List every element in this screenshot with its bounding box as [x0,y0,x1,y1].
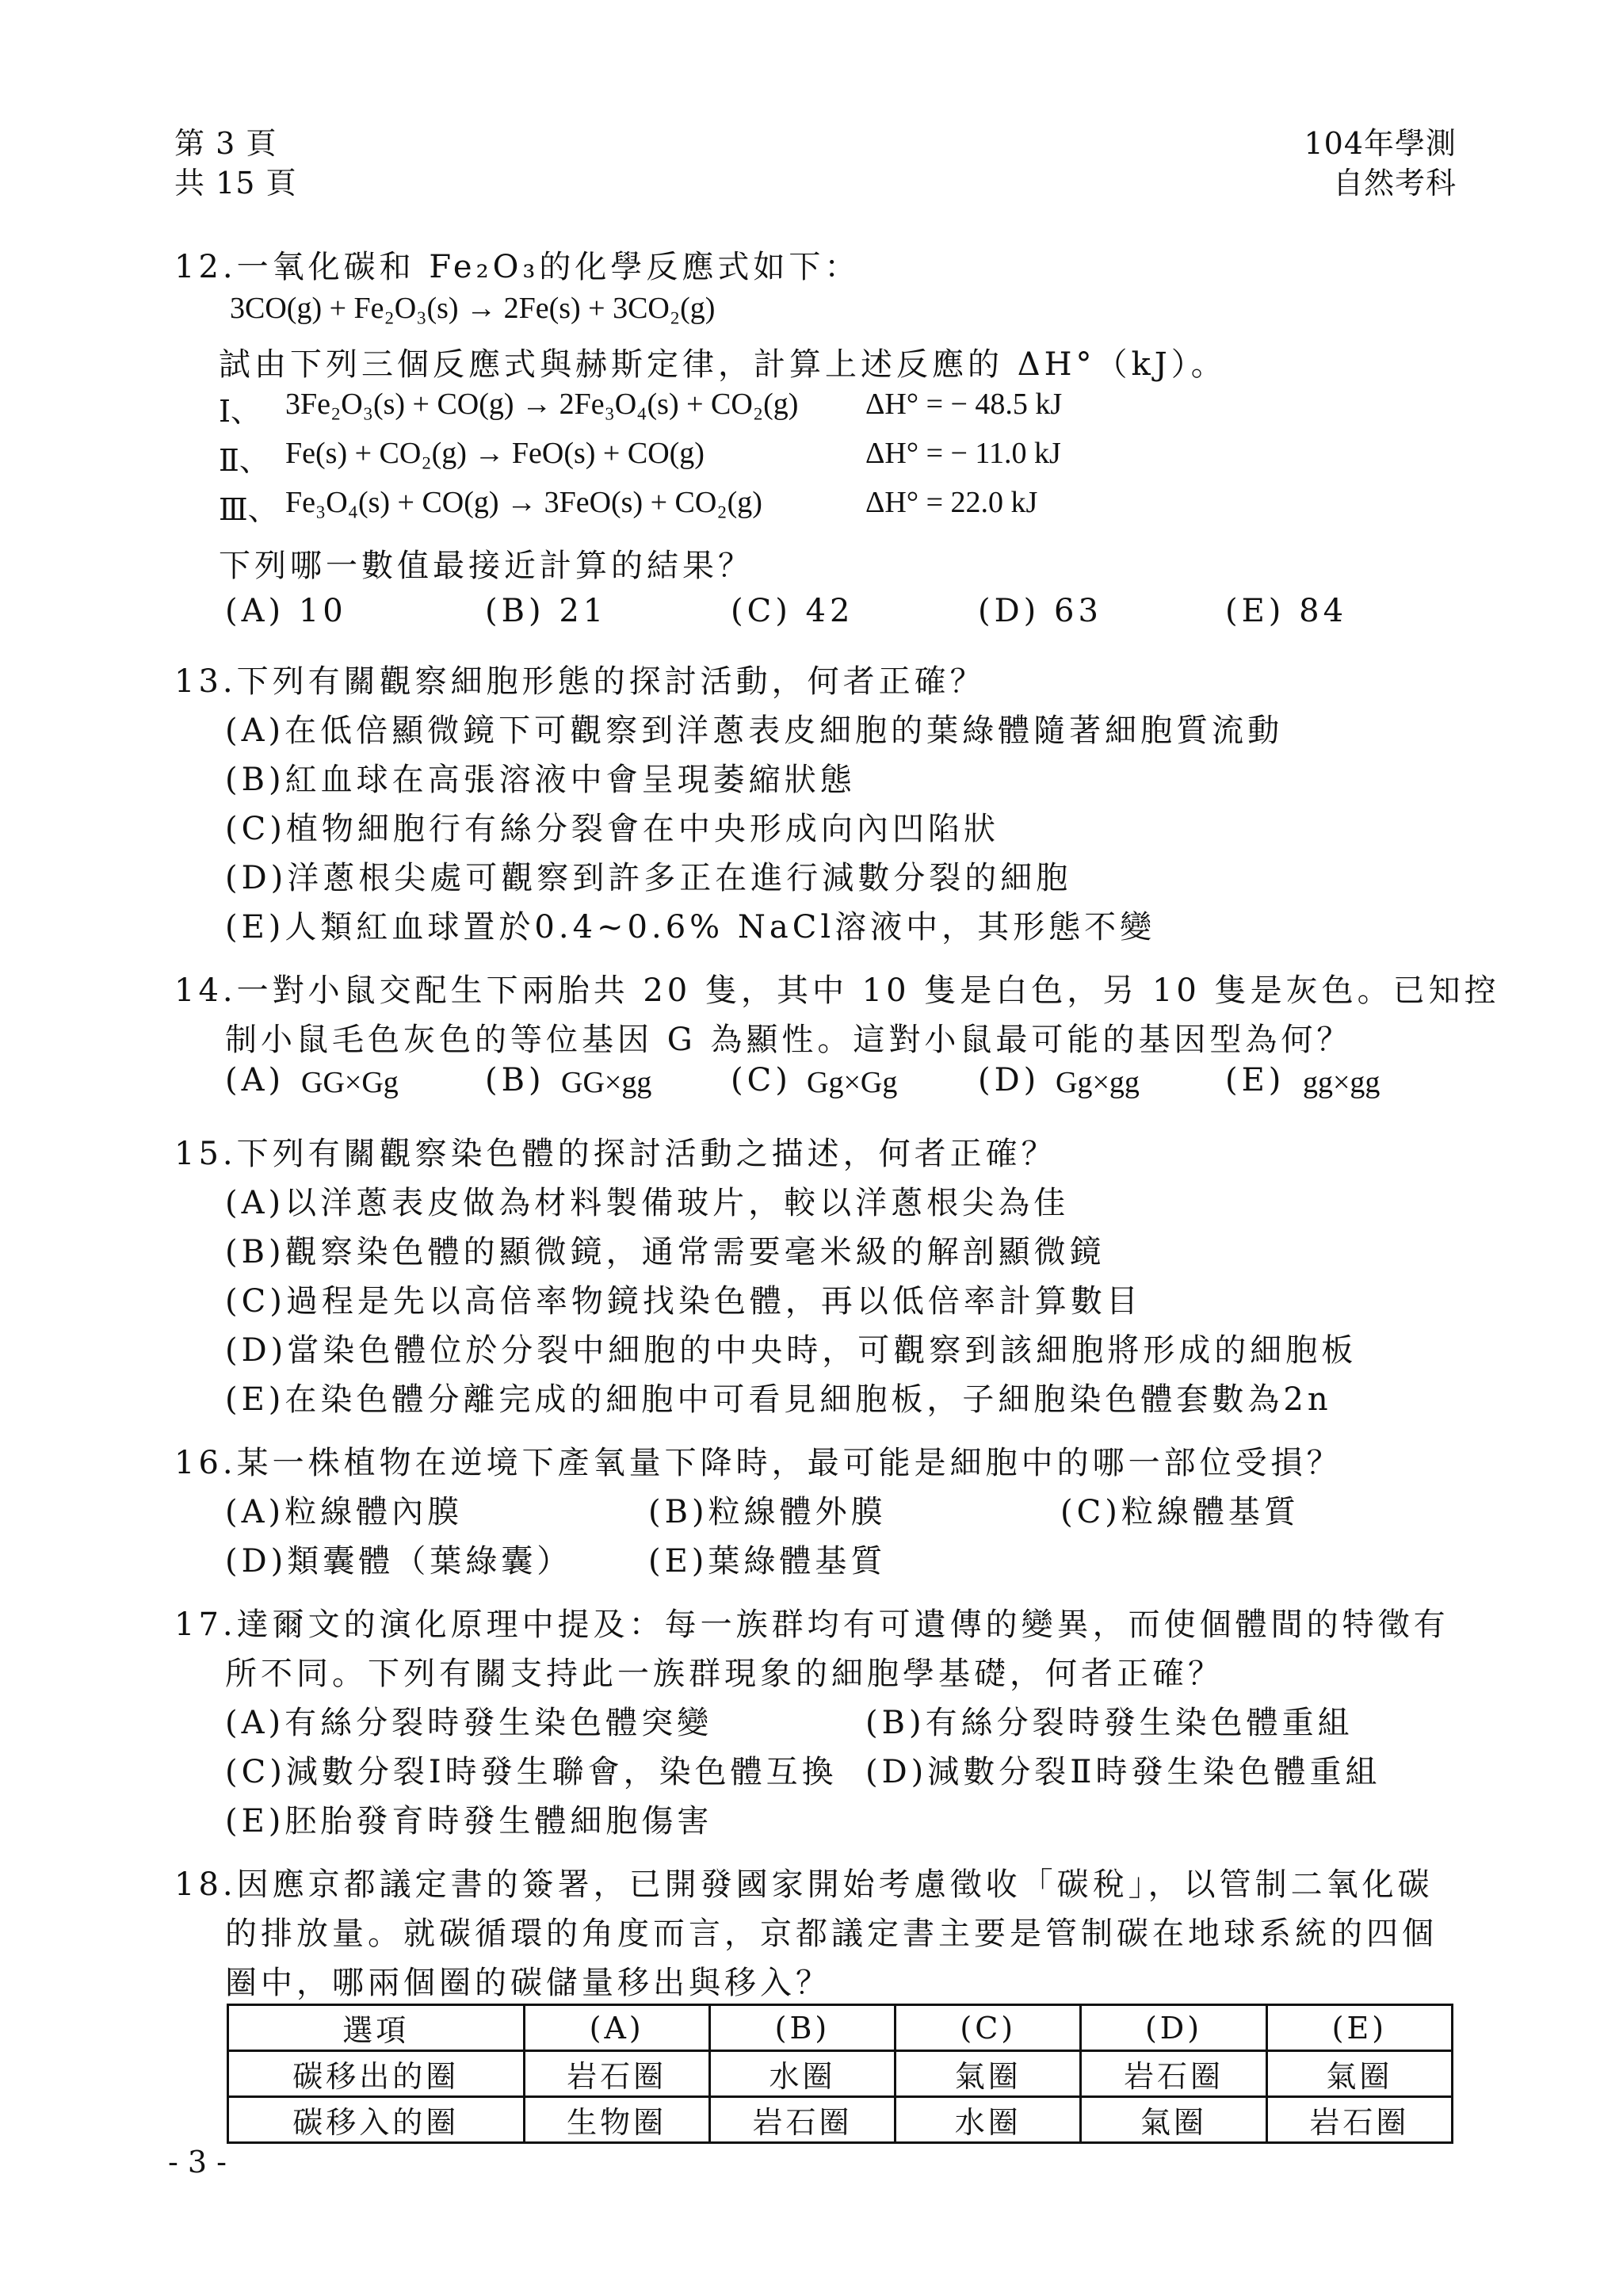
table-cell: 岩石圈 [1266,2097,1452,2143]
q17-option-e: (E)胚胎發育時發生體細胞傷害 [225,1803,713,1839]
table-cell: 岩石圈 [709,2097,895,2143]
q13-option-d: (D)洋蔥根尖處可觀察到許多正在進行減數分裂的細胞 [225,860,1072,896]
q17-stem-line-1: 17.達爾文的演化原理中提及：每一族群均有可遺傳的變異，而使個體間的特徵有 [174,1606,1449,1643]
q14-option-c-genotype: Gg×Gg [807,1066,898,1099]
q15-option-d: (D)當染色體位於分裂中細胞的中央時，可觀察到該細胞將形成的細胞板 [225,1332,1358,1369]
table-header-cell: (A) [524,2005,709,2051]
table-cell: 碳移入的圈 [228,2097,525,2143]
q12-reaction-1-equation: 3Fe₂O₃(s) + CO(g) → 2Fe₃O₄(s) + CO₂(g) [285,388,799,421]
q12-stem: 12.一氧化碳和 Fe₂O₃的化學反應式如下： [174,249,861,285]
table-header-cell: (D) [1081,2005,1266,2051]
q12-reaction-1-label: Ⅰ、 [219,395,262,429]
q12-reaction-1-enthalpy: ΔH° = − 48.5 kJ [865,388,1063,421]
table-cell: 岩石圈 [1081,2051,1266,2097]
q12-option-a: (A) 10 [225,593,347,629]
q16-option-e: (E)葉綠體基質 [648,1543,887,1580]
q16-option-a: (A)粒線體內膜 [225,1494,464,1530]
total-pages-label: 共 15 頁 [174,166,297,201]
q15-option-c: (C)過程是先以高倍率物鏡找染色體，再以低倍率計算數目 [225,1283,1142,1320]
q12-reaction-3-enthalpy: ΔH° = 22.0 kJ [865,486,1038,519]
table-cell: 生物圈 [524,2097,709,2143]
table-row [228,2051,1453,2097]
carbon-table [227,2004,1453,2144]
table-header-cell: (C) [896,2005,1081,2051]
q12-reaction-2-equation: Fe(s) + CO₂(g) → FeO(s) + CO(g) [285,437,705,470]
q13-option-e: (E)人類紅血球置於0.4~0.6% NaCl溶液中，其形態不變 [225,909,1156,946]
q18-stem-line-2: 的排放量。就碳循環的角度而言，京都議定書主要是管制碳在地球系統的四個 [225,1916,1438,1952]
q16-option-b: (B)粒線體外膜 [648,1494,887,1530]
q15-stem: 15.下列有關觀察染色體的探討活動之描述，何者正確？ [174,1136,1057,1172]
q13-option-c: (C)植物細胞行有絲分裂會在中央形成向內凹陷狀 [225,811,999,847]
q17-option-c: (C)減數分裂Ⅰ時發生聯會，染色體互換 [225,1754,838,1790]
q13-option-b: (B)紅血球在高張溶液中會呈現萎縮狀態 [225,762,856,798]
q14-option-d-label: (D) [978,1062,1041,1098]
table-cell: 水圈 [896,2097,1081,2143]
q12-reaction-3-label: Ⅲ、 [219,494,278,527]
q16-option-d: (D)類囊體（葉綠囊） [225,1543,573,1580]
q17-option-d: (D)減數分裂Ⅱ時發生染色體重組 [865,1754,1381,1790]
table-header-row [228,2005,1453,2051]
q12-reaction-2-enthalpy: ΔH° = − 11.0 kJ [865,437,1061,470]
q17-option-a: (A)有絲分裂時發生染色體突變 [225,1705,713,1741]
q18-stem-line-1: 18.因應京都議定書的簽署，已開發國家開始考慮徵收「碳稅」，以管制二氧化碳 [174,1866,1434,1903]
q12-main-equation: 3CO(g) + Fe₂O₃(s) → 2Fe(s) + 3CO₂(g) [230,292,716,325]
q14-option-c-label: (C) [731,1062,792,1098]
q15-option-e: (E)在染色體分離完成的細胞中可看見細胞板，子細胞染色體套數為2n [225,1381,1332,1418]
q14-option-d-genotype: Gg×gg [1056,1066,1140,1099]
q14-stem-line-2: 制小鼠毛色灰色的等位基因 G 為顯性。這對小鼠最可能的基因型為何？ [225,1022,1353,1058]
q15-option-a: (A)以洋蔥表皮做為材料製備玻片，較以洋蔥根尖為佳 [225,1185,1070,1221]
q13-option-a: (A)在低倍顯微鏡下可觀察到洋蔥表皮細胞的葉綠體隨著細胞質流動 [225,712,1284,749]
q12-reaction-3-equation: Fe₃O₄(s) + CO(g) → 3FeO(s) + CO₂(g) [285,486,762,519]
table-cell: 岩石圈 [524,2051,709,2097]
exam-title: 104年學測 [1304,126,1457,161]
q12-option-d: (D) 63 [978,593,1102,629]
q14-option-e-genotype: gg×gg [1303,1066,1381,1099]
table-header-cell: 選項 [228,2005,525,2051]
q14-option-e-label: (E) [1225,1062,1285,1098]
q12-reaction-2-label: Ⅱ、 [219,445,269,478]
q18-stem-line-3: 圈中，哪兩個圈的碳儲量移出與移入？ [225,1965,831,2001]
q14-stem-line-1: 14.一對小鼠交配生下兩胎共 20 隻，其中 10 隻是白色，另 10 隻是灰色。已知控 [174,972,1500,1009]
table-header-cell: (E) [1266,2005,1452,2051]
table-header-cell: (B) [709,2005,895,2051]
q16-stem: 16.某一株植物在逆境下產氧量下降時，最可能是細胞中的哪一部位受損？ [174,1445,1342,1481]
table-cell: 碳移出的圈 [228,2051,525,2097]
q14-option-a-genotype: GG×Gg [301,1066,399,1099]
q12-instruction: 試由下列三個反應式與赫斯定律，計算上述反應的 ΔH°（kJ）。 [219,346,1227,383]
q14-option-a-label: (A) [225,1062,285,1098]
table-cell: 氣圈 [1081,2097,1266,2143]
table-cell: 水圈 [709,2051,895,2097]
q17-option-b: (B)有絲分裂時發生染色體重組 [865,1705,1354,1741]
q13-stem: 13.下列有關觀察細胞形態的探討活動，何者正確？ [174,663,986,700]
table-row [228,2097,1453,2143]
q12-option-e: (E) 84 [1225,593,1348,629]
page-number-label: 第 3 頁 [174,126,277,161]
table-cell: 氣圈 [896,2051,1081,2097]
q14-option-b-label: (B) [485,1062,545,1098]
footer-page-number: - 3 - [168,2145,227,2179]
q12-ask: 下列哪一數值最接近計算的結果？ [219,548,754,584]
q12-option-b: (B) 21 [485,593,608,629]
q15-option-b: (B)觀察染色體的顯微鏡，通常需要毫米級的解剖顯微鏡 [225,1234,1106,1270]
table-cell: 氣圈 [1266,2051,1452,2097]
q16-option-c: (C)粒線體基質 [1060,1494,1300,1530]
q17-stem-line-2: 所不同。下列有關支持此一族群現象的細胞學基礎，何者正確？ [225,1656,1224,1692]
subject-title: 自然考科 [1332,166,1457,201]
q12-option-c: (C) 42 [731,593,854,629]
q14-option-b-genotype: GG×gg [561,1066,652,1099]
